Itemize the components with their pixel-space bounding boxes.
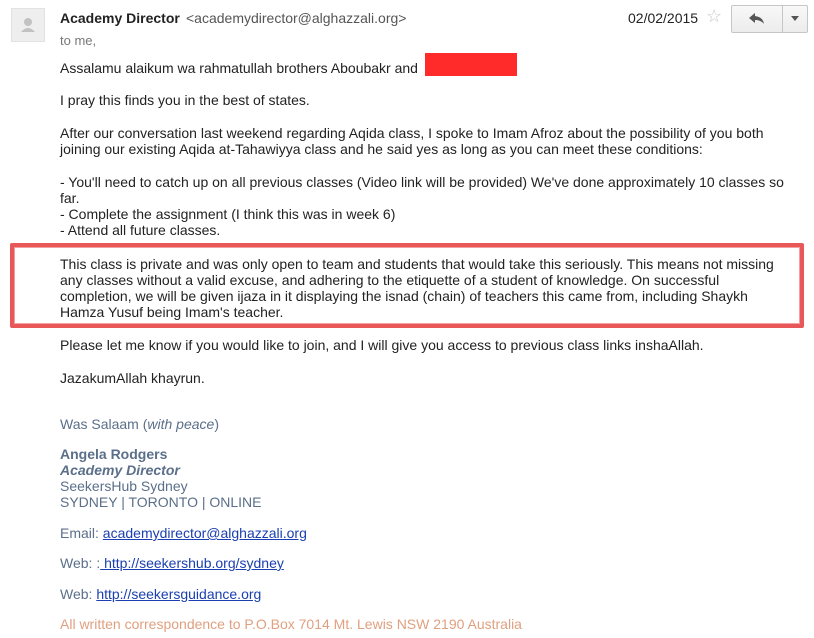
signature-org: SeekersHub Sydney [60,478,188,494]
signature-salaam: Was Salaam (with peace) [60,416,219,432]
sender-avatar [11,8,45,42]
highlight-line-1: This class is private and was only open to team and students that would take this seriously. This means not missing [60,256,774,272]
reply-icon [749,13,765,25]
more-options-button[interactable] [782,5,808,33]
star-icon[interactable]: ☆ [706,6,723,26]
web-link-sydney[interactable]: http://seekershub.org/sydney [100,555,284,571]
sender-email: <academydirector@alghazzali.org> [186,10,407,26]
signature-web1-line: Web: : http://seekershub.org/sydney [60,555,284,571]
highlight-line-3: completion, we will be given ijaza in it displaying the isnad (chain) of teachers this came from, including Shaykh [60,288,748,304]
condition-2: - Complete the assignment (I think this was in week 6) [60,206,396,222]
reply-button[interactable] [731,5,783,33]
condition-1-line-1: - You'll need to catch up on all previous classes (Video link will be provided) We've done approximately 10 classes so [60,174,784,190]
highlight-line-2: any classes without a valid excuse, and adhering to the etiquette of a student of knowledge. On successful [60,272,720,288]
recipient-line[interactable]: to me, [60,33,97,48]
signature-locations: SYDNEY | TORONTO | ONLINE [60,494,262,510]
signature-name: Angela Rodgers [60,446,168,462]
chevron-down-icon [791,16,799,22]
web-link-seekersguidance[interactable]: http://seekersguidance.org [96,586,262,602]
paragraph-1-line-2: joining our existing Aqida at-Tahawiyya class and he said yes as long as you can meet these conditions: [60,141,703,157]
sender-name[interactable]: Academy Director [60,10,180,26]
redaction-block [425,53,517,76]
person-icon [12,9,44,41]
signature-web2-line: Web: http://seekersguidance.org [60,586,262,602]
paragraph-1-line-1: After our conversation last weekend regarding Aqida class, I spoke to Imam Afroz about the possibility of you both [60,125,764,141]
opening-line: I pray this finds you in the best of states. [60,92,310,108]
condition-1-line-2: far. [60,190,80,206]
message-date: 02/02/2015 [628,10,699,26]
signature-title: Academy Director [60,462,180,478]
condition-3: - Attend all future classes. [60,222,221,238]
footer-address: All written correspondence to P.O.Box 7014 Mt. Lewis NSW 2190 Australia [60,616,522,632]
greeting: Assalamu alaikum wa rahmatullah brothers Aboubakr and [60,60,418,76]
email-link[interactable]: academydirector@alghazzali.org [102,525,307,541]
signature-email-line: Email: academydirector@alghazzali.org [60,525,307,541]
highlight-line-4: Hamza Yusuf being Imam's teacher. [60,304,284,320]
paragraph-3: Please let me know if you would like to join, and I will give you access to previous class links inshaAllah. [60,337,704,353]
closing-line: JazakumAllah khayrun. [60,370,205,386]
